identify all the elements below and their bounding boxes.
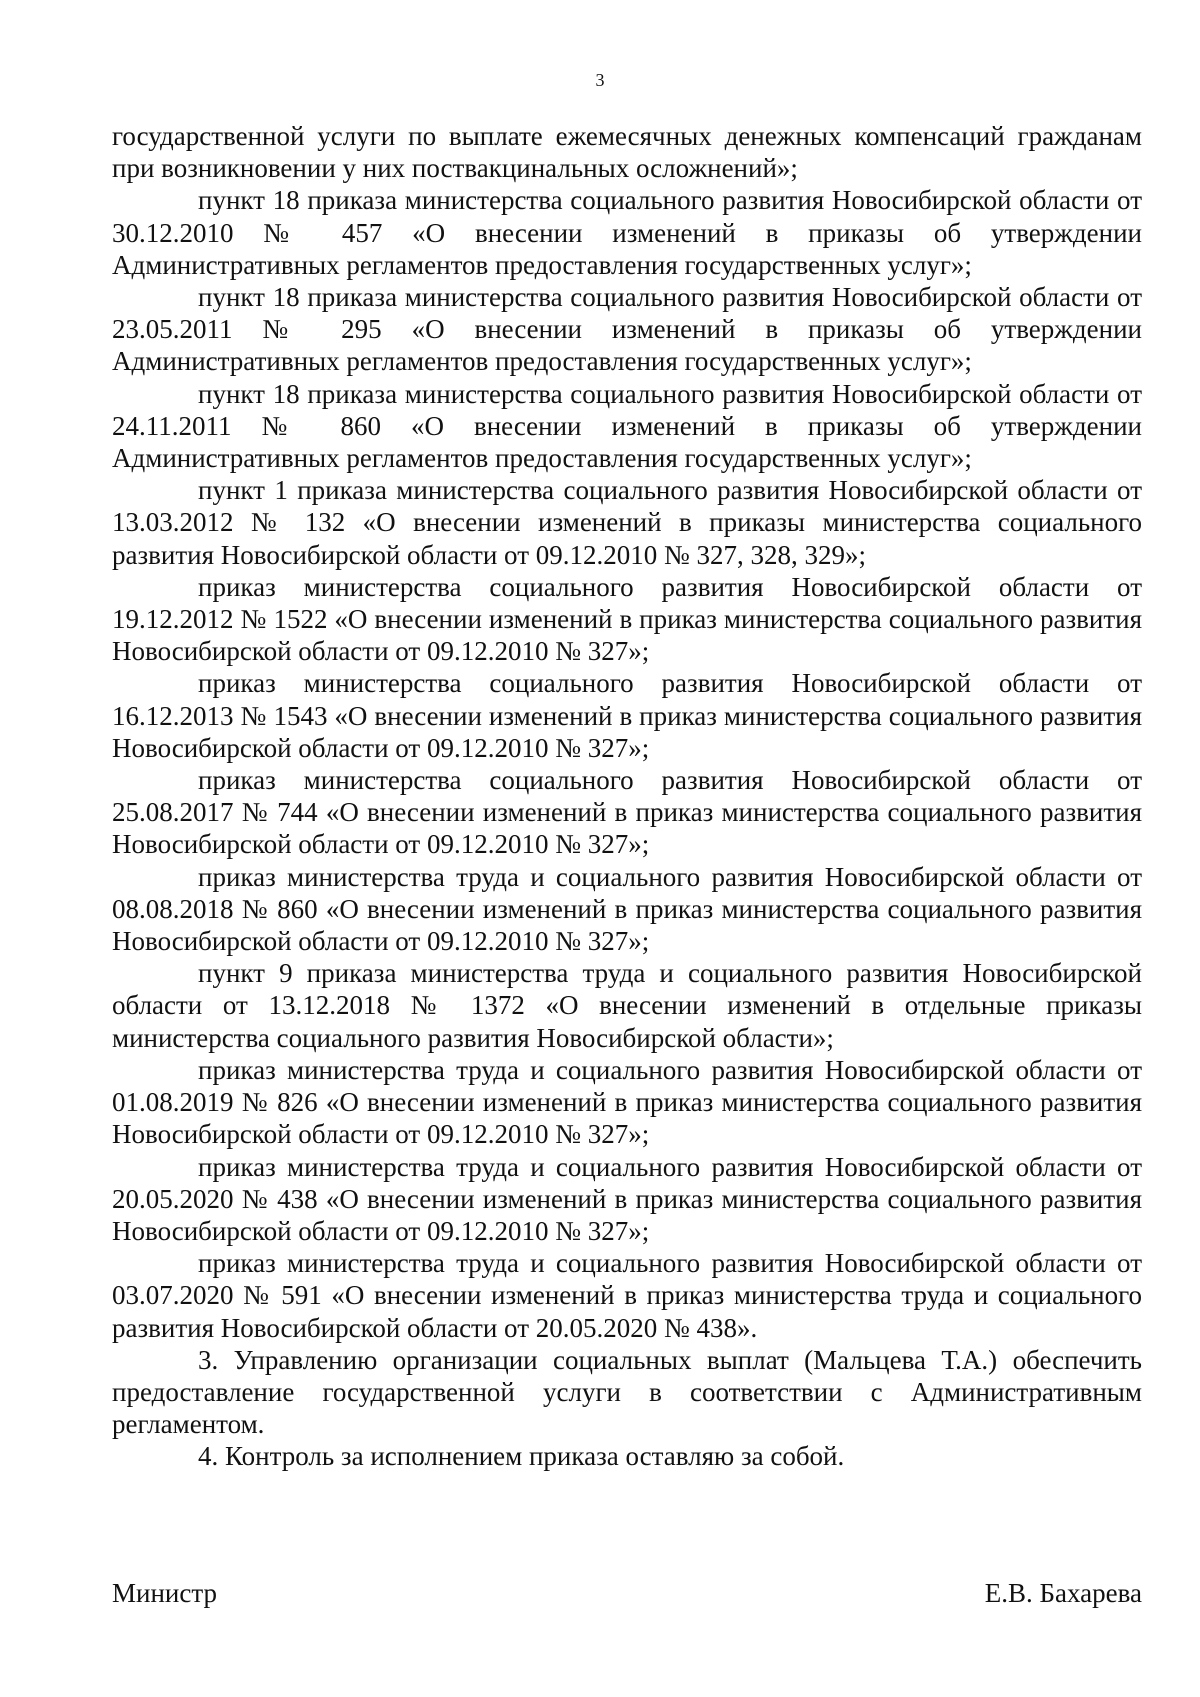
paragraph-item: пункт 9 приказа министерства труда и социального развития Новосибирской области от 13.12.2018 № 1372 «О внесении изменений в отдельные приказы министерства социального развития Новосибирской области»; xyxy=(112,958,1142,1053)
paragraph-clause-4: 4. Контроль за исполнением приказа оставляю за собой. xyxy=(198,1441,845,1472)
paragraph-clause-3: 3. Управлению организации социальных выплат (Мальцева Т.А.) обеспечить предоставление государственной услуги в соответствии с Административным регламентом. xyxy=(112,1344,1142,1440)
paragraph-item: приказ министерства труда и социального развития Новосибирской области от 03.07.2020 № 591 «О внесении изменений в приказ министерства труда и социального развития Новосибирской области от 20.05.2020 № 438». xyxy=(112,1248,1142,1343)
signature-block xyxy=(112,1577,1142,1609)
signatory-position: Министр xyxy=(112,1578,217,1608)
paragraph-continuation: государственной услуги по выплате ежемесячных денежных компенсаций гражданам при возникновении у них поствакцинальных осложнений»; xyxy=(112,121,1142,184)
paragraph-item: приказ министерства социального развития Новосибирской области от 25.08.2017 № 744 «О внесении изменений в приказ министерства социального развития Новосибирской области от 09.12.2010 № 327»; xyxy=(112,765,1142,860)
paragraph-item: приказ министерства социального развития Новосибирской области от 16.12.2013 № 1543 «О внесении изменений в приказ министерства социального развития Новосибирской области от 09.12.2010 № 327»; xyxy=(112,668,1142,763)
paragraph-item: пункт 18 приказа министерства социального развития Новосибирской области от 30.12.2010 № 457 «О внесении изменений в приказы об утверждении Административных регламентов предоставления государственных услуг»; xyxy=(112,185,1142,280)
document-body xyxy=(112,120,1142,1473)
paragraph-item: пункт 18 приказа министерства социального развития Новосибирской области от 23.05.2011 № 295 «О внесении изменений в приказы об утверждении Административных регламентов предоставления государственных услуг»; xyxy=(112,282,1142,377)
page-number: 3 xyxy=(595,70,605,90)
paragraph-item: приказ министерства труда и социального развития Новосибирской области от 01.08.2019 № 826 «О внесении изменений в приказ министерства социального развития Новосибирской области от 09.12.2010 № 327»; xyxy=(112,1054,1142,1150)
paragraph-item: пункт 18 приказа министерства социального развития Новосибирской области от 24.11.2011 № 860 «О внесении изменений в приказы об утверждении Административных регламентов предоставления государственных услуг»; xyxy=(112,378,1142,474)
paragraph-item: пункт 1 приказа министерства социального развития Новосибирской области от 13.03.2012 № 132 «О внесении изменений в приказы министерства социального развития Новосибирской области от 09.12.2010 № 327, 328, 329»; xyxy=(112,475,1142,570)
paragraph-item: приказ министерства труда и социального развития Новосибирской области от 20.05.2020 № 438 «О внесении изменений в приказ министерства социального развития Новосибирской области от 09.12.2010 № 327»; xyxy=(112,1151,1142,1246)
paragraph-item: приказ министерства социального развития Новосибирской области от 19.12.2012 № 1522 «О внесении изменений в приказ министерства социального развития Новосибирской области от 09.12.2010 № 327»; xyxy=(112,571,1142,667)
signatory-name: Е.В. Бахарева xyxy=(984,1578,1142,1608)
paragraph-item: приказ министерства труда и социального развития Новосибирской области от 08.08.2018 № 860 «О внесении изменений в приказ министерства социального развития Новосибирской области от 09.12.2010 № 327»; xyxy=(112,861,1142,957)
